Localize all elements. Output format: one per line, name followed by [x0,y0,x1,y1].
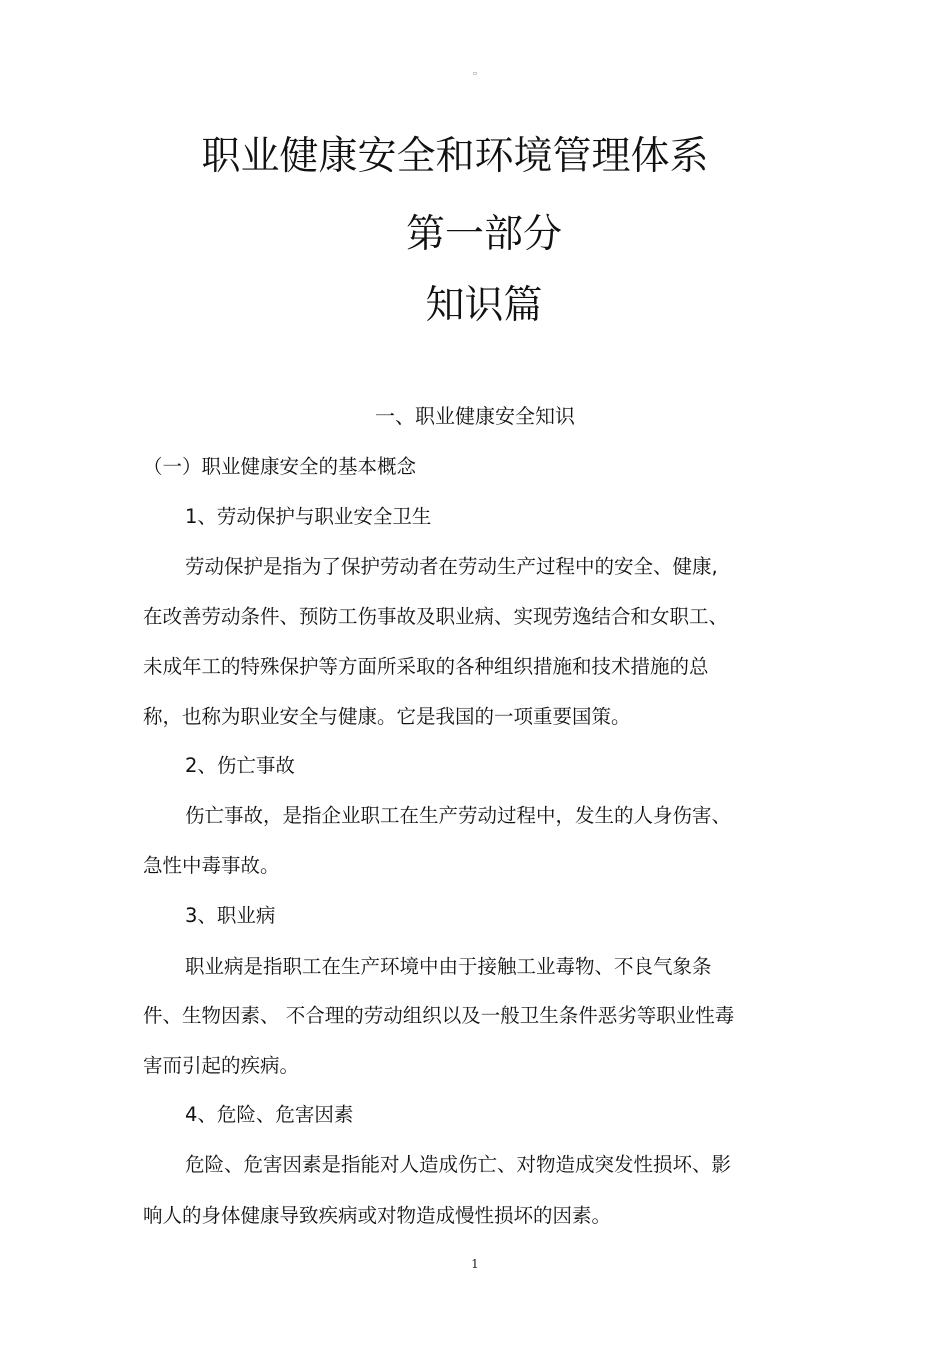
document-title: 职业健康安全和环境管理体系 [201,134,709,179]
paragraph-line: 伤亡事故，是指企业职工在生产劳动过程中，发生的人身伤害、 [185,804,732,827]
page-number: 1 [471,1257,479,1271]
item-heading: 3、职业病 [185,904,276,927]
paragraph-line: 未成年工的特殊保护等方面所采取的各种组织措施和技术措施的总 [143,655,709,678]
section-heading: 一、职业健康安全知识 [375,404,575,428]
paragraph-line: 职业病是指职工在生产环境中由于接触工业毒物、不良气象条 [185,955,712,978]
paragraph-line: 称，也称为职业安全与健康。它是我国的一项重要国策。 [143,705,631,728]
paragraph-line: 害而引起的疾病。 [143,1054,300,1077]
subsection-heading: （一）职业健康安全的基本概念 [143,455,417,478]
paragraph-line: 劳动保护是指为了保护劳动者在劳动生产过程中的安全、健康, [185,555,718,578]
paragraph-line: 危险、危害因素是指能对人造成伤亡、对物造成突发性损坏、影 [185,1153,732,1176]
paragraph-line: 急性中毒事故。 [143,854,280,877]
header-mark: ▫ [472,70,478,77]
item-heading: 1、劳动保护与职业安全卫生 [185,505,432,528]
document-part: 第一部分 [405,212,562,257]
document-subtitle: 知识篇 [425,283,543,328]
paragraph-line: 件、生物因素、 不合理的劳动组织以及一般卫生条件恶劣等职业性毒 [143,1004,735,1027]
item-heading: 4、危险、危害因素 [185,1103,354,1126]
item-heading: 2、伤亡事故 [185,754,295,777]
paragraph-line: 响人的身体健康导致疾病或对物造成慢性损坏的因素。 [143,1204,612,1227]
paragraph-line: 在改善劳动条件、预防工伤事故及职业病、实现劳逸结合和女职工、 [143,605,729,628]
